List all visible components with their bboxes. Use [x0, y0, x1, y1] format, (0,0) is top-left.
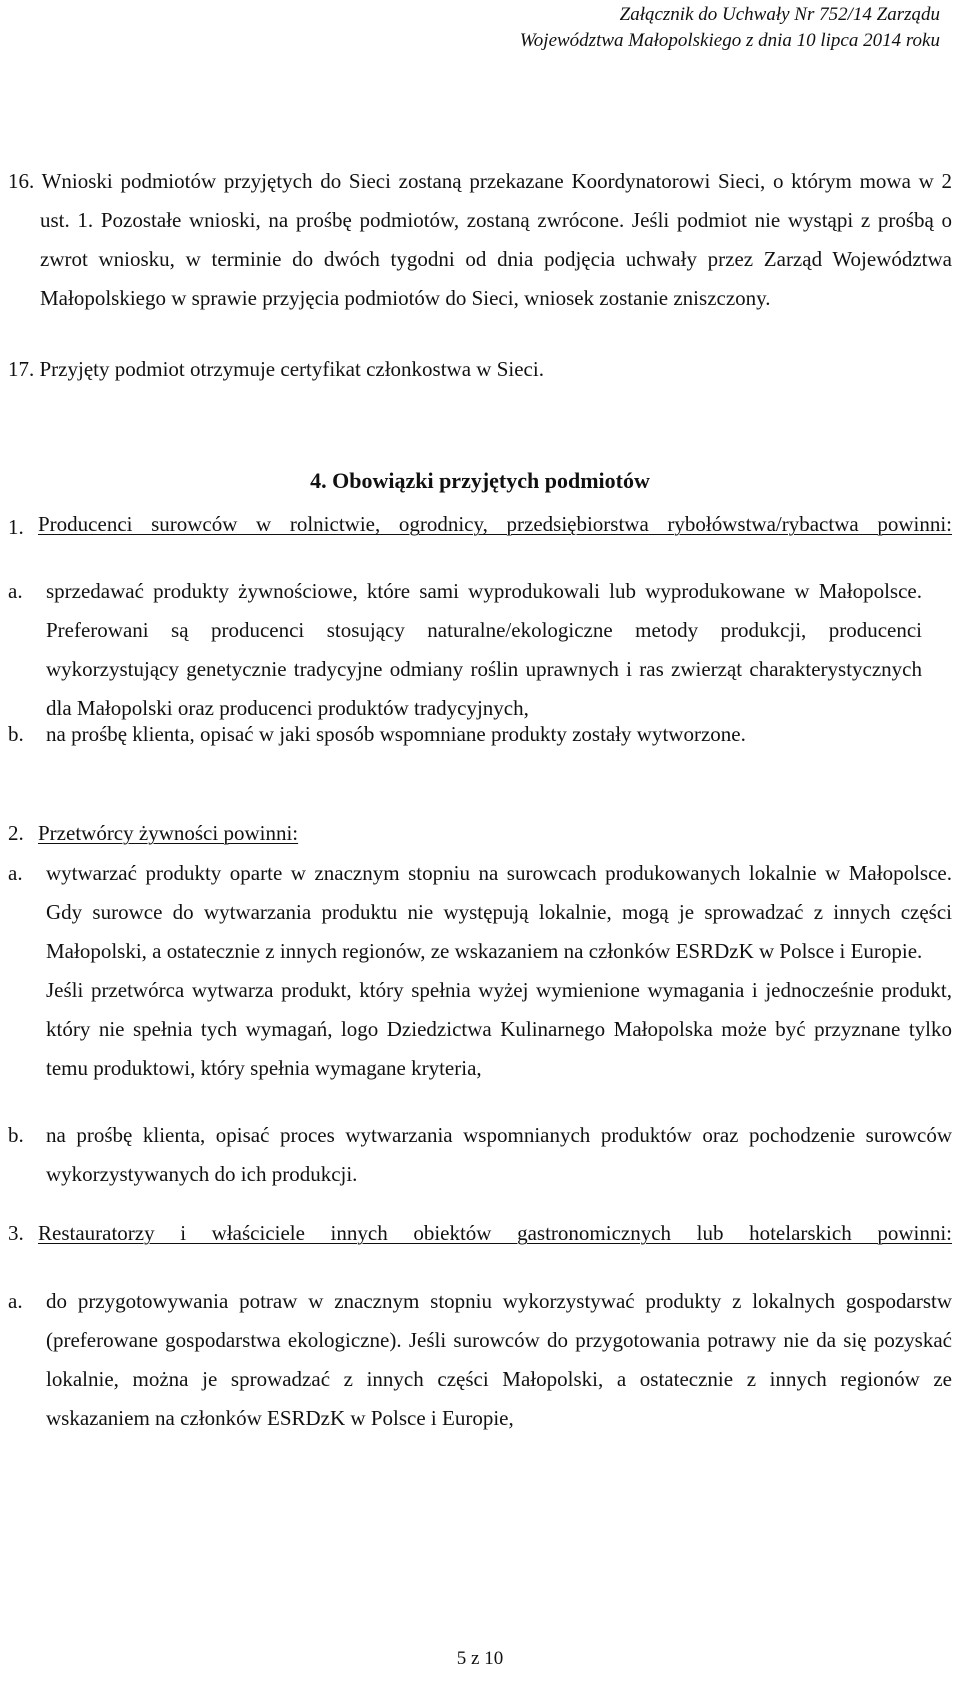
sub-item-letter: b. — [8, 1123, 24, 1147]
sub-item-body: sprzedawać produkty żywnościowe, które sami wyprodukowali lub wyprodukowane w Małopolsce. Preferowani są producenci stosujący naturalne/ekologiczne metody produkcji, producenci wykorzystujący genetycznie tradycyjne odmiany roślin uprawnych i ras zwierząt charakterystycznych dla Małopolski oraz producenci produktów tradycyjnych, — [46, 579, 922, 720]
sub-item-continuation: Jeśli przetwórca wytwarza produkt, który spełnia wyżej wymienione wymagania i jednocześnie produkt, który nie spełnia tych wymagań, logo Dziedzictwa Kulinarnego Małopolska może być przyznane tylko temu produktowi, który spełnia wymagane kryteria, — [46, 978, 952, 1080]
paragraph-17: 17. Przyjęty podmiot otrzymuje certyfikat członkostwa w Sieci. — [8, 357, 544, 381]
sub-item-body: wytwarzać produkty oparte w znacznym stopniu na surowcach produkowanych lokalnie w Małopolsce. Gdy surowce do wytwarzania produktu nie występują lokalnie, mogą je sprowadzać z innych części Małopolski, a ostatecznie z innych regionów, ze wskazaniem na członków ESRDzK w Polsce i Europie. — [46, 861, 952, 963]
sub-item-letter: a. — [8, 579, 23, 603]
sub-item-letter: b. — [8, 722, 24, 746]
sub-item — [8, 854, 952, 1088]
sub-item-text — [46, 572, 952, 728]
item-heading: Przetwórcy żywności powinni: — [38, 821, 299, 845]
item-number: 2. — [8, 821, 24, 845]
header-line-1: Załącznik do Uchwały Nr 752/14 Zarządu — [619, 4, 940, 25]
sub-item — [8, 715, 952, 754]
paragraph-16: 16. Wnioski podmiotów przyjętych do Sieci zostaną przekazane Koordynatorowi Sieci, o którym mowa w 2 ust. 1. Pozostałe wnioski, na prośbę podmiotów, zostaną zwrócone. Jeśli podmiot nie wystąpi z prośbą o zwrot wniosku, w terminie do dwóch tygodni od dnia podjęcia uchwały przez Zarząd Województwa Małopolskiego w sprawie przyjęcia podmiotów do Sieci, wniosek zostanie zniszczony. — [8, 169, 952, 310]
sub-item-letter: a. — [8, 861, 23, 885]
list-item-restaurateurs — [8, 1214, 952, 1253]
list-item-producers — [8, 508, 952, 540]
sub-item-letter: a. — [8, 1289, 23, 1313]
item-heading: Producenci surowców w rolnictwie, ogrodnicy, przedsiębiorstwa rybołówstwa/rybactwa powinni: — [38, 512, 952, 536]
header-line-2: Województwa Małopolskiego z dnia 10 lipca 2014 roku — [519, 30, 940, 51]
sub-item — [8, 1116, 952, 1194]
list-item-processors — [8, 814, 952, 853]
page-number: 5 z 10 — [456, 1648, 504, 1669]
sub-item — [8, 1282, 952, 1438]
sub-item-body: na prośbę klienta, opisać proces wytwarzania wspomnianych produktów oraz pochodzenie surowców wykorzystywanych do ich produkcji. — [46, 1123, 952, 1186]
item-number: 3. — [8, 1221, 24, 1245]
item-heading: Restauratorzy i właściciele innych obiektów gastronomicznych lub hotelarskich powinni: — [38, 1221, 952, 1245]
sub-item — [8, 572, 952, 728]
item-number: 1. — [8, 515, 24, 539]
document-header — [520, 2, 940, 54]
sub-item-body: do przygotowywania potraw w znacznym stopniu wykorzystywać produkty z lokalnych gospodarstw (preferowane gospodarstwa ekologiczne). Jeśli surowców do przygotowania potrawy nie da się pozyskać lokalnie, można je sprowadzać z innych części Małopolski, a ostatecznie z innych regionów ze wskazaniem na członków ESRDzK w Polsce i Europie, — [46, 1289, 952, 1430]
section-title: 4. Obowiązki przyjętych podmiotów — [310, 468, 650, 493]
sub-item-body: na prośbę klienta, opisać w jaki sposób wspomniane produkty zostały wytworzone. — [46, 722, 746, 746]
